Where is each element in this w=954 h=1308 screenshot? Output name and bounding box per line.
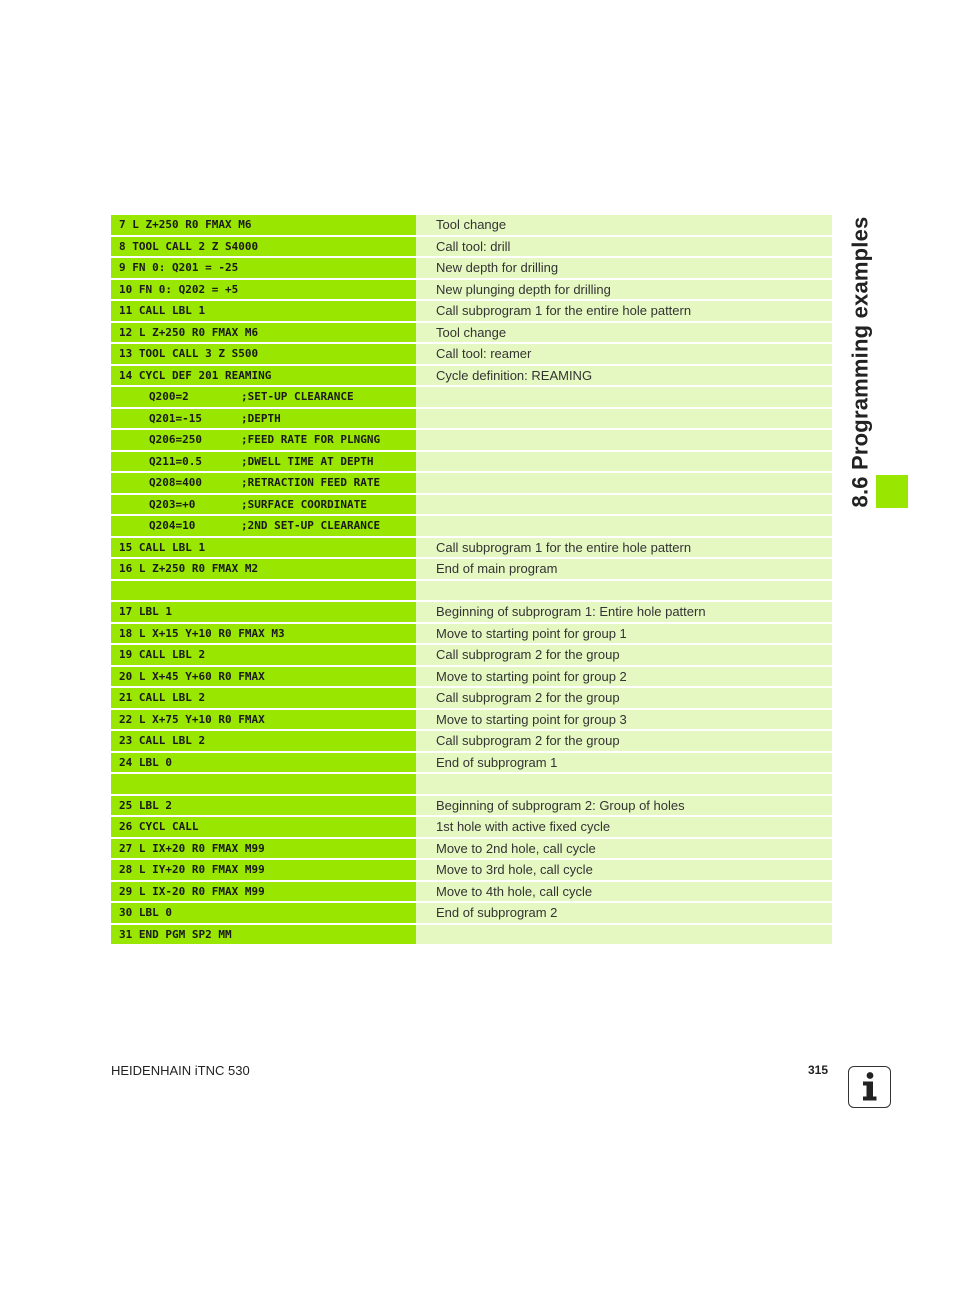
nc-code: 24 LBL 0 xyxy=(111,753,416,773)
nc-comment: Beginning of subprogram 1: Entire hole pattern xyxy=(416,602,832,622)
footer-product-name: HEIDENHAIN iTNC 530 xyxy=(111,1063,250,1078)
program-row xyxy=(111,667,832,687)
nc-code: 10 FN 0: Q202 = +5 xyxy=(111,280,416,300)
parameter-description: ;DEPTH xyxy=(241,411,281,425)
program-row xyxy=(111,796,832,816)
program-row xyxy=(111,817,832,837)
program-row xyxy=(111,731,832,751)
nc-code: 23 CALL LBL 2 xyxy=(111,731,416,751)
nc-comment: New depth for drilling xyxy=(416,258,832,278)
nc-code: 14 CYCL DEF 201 REAMING xyxy=(111,366,416,386)
program-row xyxy=(111,301,832,321)
nc-code: 17 LBL 1 xyxy=(111,602,416,622)
nc-comment: Move to 3rd hole, call cycle xyxy=(416,860,832,880)
program-row xyxy=(111,366,832,386)
cycle-parameter xyxy=(111,516,416,536)
nc-comment: Call subprogram 1 for the entire hole pattern xyxy=(416,538,832,558)
parameter-value: Q203=+0 xyxy=(149,497,196,511)
program-row xyxy=(111,215,832,235)
program-row xyxy=(111,753,832,773)
nc-code: 28 L IY+20 R0 FMAX M99 xyxy=(111,860,416,880)
nc-code: 19 CALL LBL 2 xyxy=(111,645,416,665)
nc-comment xyxy=(416,387,832,407)
program-row xyxy=(111,237,832,257)
nc-code: 25 LBL 2 xyxy=(111,796,416,816)
nc-comment: Call subprogram 1 for the entire hole pattern xyxy=(416,301,832,321)
nc-code: 13 TOOL CALL 3 Z S500 xyxy=(111,344,416,364)
program-row xyxy=(111,624,832,644)
nc-comment: Call subprogram 2 for the group xyxy=(416,645,832,665)
program-row xyxy=(111,860,832,880)
cycle-parameter xyxy=(111,387,416,407)
info-icon xyxy=(848,1066,891,1108)
program-row xyxy=(111,280,832,300)
nc-code: 16 L Z+250 R0 FMAX M2 xyxy=(111,559,416,579)
program-row xyxy=(111,538,832,558)
nc-code: 7 L Z+250 R0 FMAX M6 xyxy=(111,215,416,235)
parameter-value: Q200=2 xyxy=(149,390,189,403)
parameter-description: ;2ND SET-UP CLEARANCE xyxy=(241,519,381,532)
program-row xyxy=(111,581,832,601)
program-row xyxy=(111,473,832,493)
program-row xyxy=(111,258,832,278)
nc-code: 11 CALL LBL 1 xyxy=(111,301,416,321)
nc-code: 22 L X+75 Y+10 R0 FMAX xyxy=(111,710,416,730)
cycle-parameter xyxy=(111,473,416,493)
program-row xyxy=(111,387,832,407)
nc-code: 26 CYCL CALL xyxy=(111,817,416,837)
cycle-parameter xyxy=(111,430,416,450)
program-row xyxy=(111,602,832,622)
nc-comment: End of subprogram 2 xyxy=(416,903,832,923)
nc-code: 20 L X+45 Y+60 R0 FMAX xyxy=(111,667,416,687)
nc-comment xyxy=(416,774,832,794)
cycle-parameter xyxy=(111,409,416,429)
section-tab xyxy=(876,475,908,508)
parameter-description: ;FEED RATE FOR PLNGNG xyxy=(241,433,381,446)
program-row xyxy=(111,903,832,923)
nc-comment xyxy=(416,925,832,945)
nc-code: 8 TOOL CALL 2 Z S4000 xyxy=(111,237,416,257)
nc-comment: End of subprogram 1 xyxy=(416,753,832,773)
program-row xyxy=(111,839,832,859)
program-row xyxy=(111,645,832,665)
nc-comment: Move to starting point for group 1 xyxy=(416,624,832,644)
nc-comment: Tool change xyxy=(416,215,832,235)
nc-comment xyxy=(416,516,832,536)
cycle-parameter xyxy=(111,452,416,472)
program-row xyxy=(111,323,832,343)
page-number: 315 xyxy=(808,1063,829,1077)
parameter-value: Q204=10 xyxy=(149,519,196,532)
nc-code: 21 CALL LBL 2 xyxy=(111,688,416,708)
section-title-text: 8.6 Programming examples xyxy=(847,216,873,507)
nc-comment xyxy=(416,473,832,493)
nc-code: 27 L IX+20 R0 FMAX M99 xyxy=(111,839,416,859)
parameter-value: Q206=250 xyxy=(149,433,202,446)
nc-code xyxy=(111,774,416,794)
nc-comment: End of main program xyxy=(416,559,832,579)
nc-comment: Call tool: drill xyxy=(416,237,832,257)
nc-comment: Call tool: reamer xyxy=(416,344,832,364)
nc-code: 29 L IX-20 R0 FMAX M99 xyxy=(111,882,416,902)
nc-code xyxy=(111,581,416,601)
program-row xyxy=(111,516,832,536)
nc-code: 9 FN 0: Q201 = -25 xyxy=(111,258,416,278)
nc-comment: Beginning of subprogram 2: Group of holes xyxy=(416,796,832,816)
nc-code: 18 L X+15 Y+10 R0 FMAX M3 xyxy=(111,624,416,644)
nc-code: 12 L Z+250 R0 FMAX M6 xyxy=(111,323,416,343)
program-row xyxy=(111,882,832,902)
nc-comment: Move to starting point for group 2 xyxy=(416,667,832,687)
parameter-description: ;SET-UP CLEARANCE xyxy=(241,390,354,403)
program-row xyxy=(111,344,832,364)
nc-code: 30 LBL 0 xyxy=(111,903,416,923)
program-row xyxy=(111,409,832,429)
program-table xyxy=(111,215,832,946)
program-row xyxy=(111,688,832,708)
program-row xyxy=(111,452,832,472)
cycle-parameter xyxy=(111,495,416,515)
nc-code: 15 CALL LBL 1 xyxy=(111,538,416,558)
parameter-description: ;DWELL TIME AT DEPTH xyxy=(241,454,374,468)
parameter-value: Q201=-15 xyxy=(149,411,202,425)
nc-comment: Move to starting point for group 3 xyxy=(416,710,832,730)
nc-comment: Cycle definition: REAMING xyxy=(416,366,832,386)
nc-comment: New plunging depth for drilling xyxy=(416,280,832,300)
nc-comment: Call subprogram 2 for the group xyxy=(416,688,832,708)
nc-comment: Move to 4th hole, call cycle xyxy=(416,882,832,902)
program-row xyxy=(111,925,832,945)
nc-comment: Move to 2nd hole, call cycle xyxy=(416,839,832,859)
section-title xyxy=(839,213,881,510)
program-row xyxy=(111,774,832,794)
nc-comment: Call subprogram 2 for the group xyxy=(416,731,832,751)
nc-comment xyxy=(416,430,832,450)
nc-comment: Tool change xyxy=(416,323,832,343)
nc-comment xyxy=(416,452,832,472)
nc-comment: 1st hole with active fixed cycle xyxy=(416,817,832,837)
program-row xyxy=(111,710,832,730)
nc-comment xyxy=(416,581,832,601)
nc-comment xyxy=(416,495,832,515)
parameter-value: Q211=0.5 xyxy=(149,454,202,468)
program-row xyxy=(111,430,832,450)
nc-code: 31 END PGM SP2 MM xyxy=(111,925,416,945)
parameter-description: ;SURFACE COORDINATE xyxy=(241,497,367,511)
nc-comment xyxy=(416,409,832,429)
program-row xyxy=(111,559,832,579)
parameter-value: Q208=400 xyxy=(149,476,202,489)
program-row xyxy=(111,495,832,515)
parameter-description: ;RETRACTION FEED RATE xyxy=(241,476,381,489)
